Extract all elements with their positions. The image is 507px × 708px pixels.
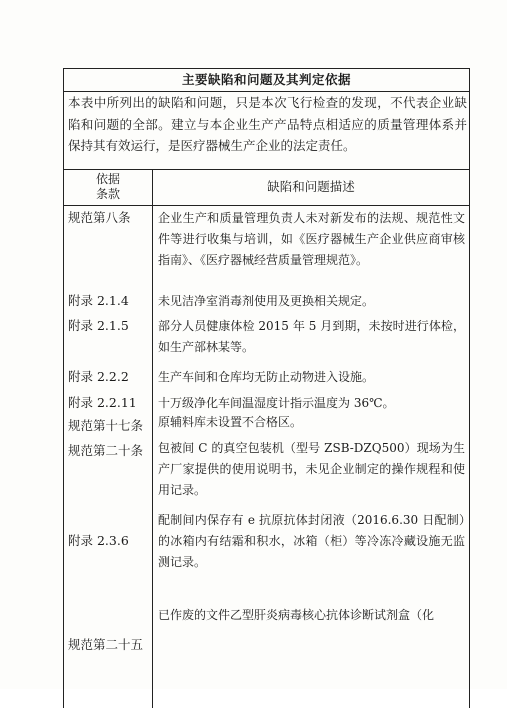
row-description: 原辅料库未设置不合格区。 [158, 415, 303, 429]
row-basis: 规范第八条 [68, 210, 131, 225]
findings-table [63, 68, 470, 708]
row-basis: 规范第十七条 [68, 418, 144, 433]
column-header-basis-line2: 条款 [95, 187, 120, 201]
row-basis: 规范第二十条 [68, 443, 144, 458]
row-description: 配制间内保存有 e 抗原抗体封闭液（2016.6.30 日配制）的冰箱内有结霜和积水，冰箱（柜）等冷冻冷藏设施无监测记录。 [158, 513, 465, 569]
column-header-description: 缺陷和问题描述 [267, 179, 355, 194]
row-description: 包被间 C 的真空包装机（型号 ZSB-DZQ500）现场为生产厂家提供的使用说明书，未见企业制定的操作规程和使用记录。 [158, 441, 465, 497]
row-description: 部分人员健康体检 2015 年 5 月到期，未按时进行体检，如生产部林某等。 [158, 319, 465, 354]
row-basis: 附录 2.2.11 [68, 395, 137, 410]
divider [64, 205, 469, 206]
column-header-basis-line1: 依据 [95, 172, 120, 186]
row-basis: 附录 2.3.6 [68, 533, 129, 548]
row-basis: 附录 2.1.5 [68, 318, 129, 333]
row-basis: 附录 2.1.4 [68, 293, 129, 308]
column-header-basis [64, 170, 152, 206]
section-title: 主要缺陷和问题及其判定依据 [181, 72, 351, 87]
intro-paragraph: 本表中所列出的缺陷和问题，只是本次飞行检查的发现，不代表企业缺陷和问题的全部。建立与本企业生产产品特点相适应的质量管理体系并保持其有效运行，是医疗器械生产企业的法定责任。 [68, 95, 467, 153]
row-description: 已作废的文件乙型肝炎病毒核心抗体诊断试剂盒（化 [158, 608, 435, 622]
row-basis: 规范第二十五 [68, 637, 144, 652]
row-basis: 附录 2.2.2 [68, 369, 129, 384]
row-description: 企业生产和质量管理负责人未对新发布的法规、规范性文件等进行收集与培训，如《医疗器械生产企业供应商审核指南》、《医疗器械经营质量管理规范》。 [158, 211, 465, 267]
row-description: 十万级净化车间温湿度计指示温度为 36℃。 [158, 396, 395, 410]
row-description: 生产车间和仓库均无防止动物进入设施。 [158, 370, 375, 384]
column-divider [152, 169, 153, 708]
row-description: 未见洁净室消毒剂使用及更换相关规定。 [158, 294, 375, 308]
